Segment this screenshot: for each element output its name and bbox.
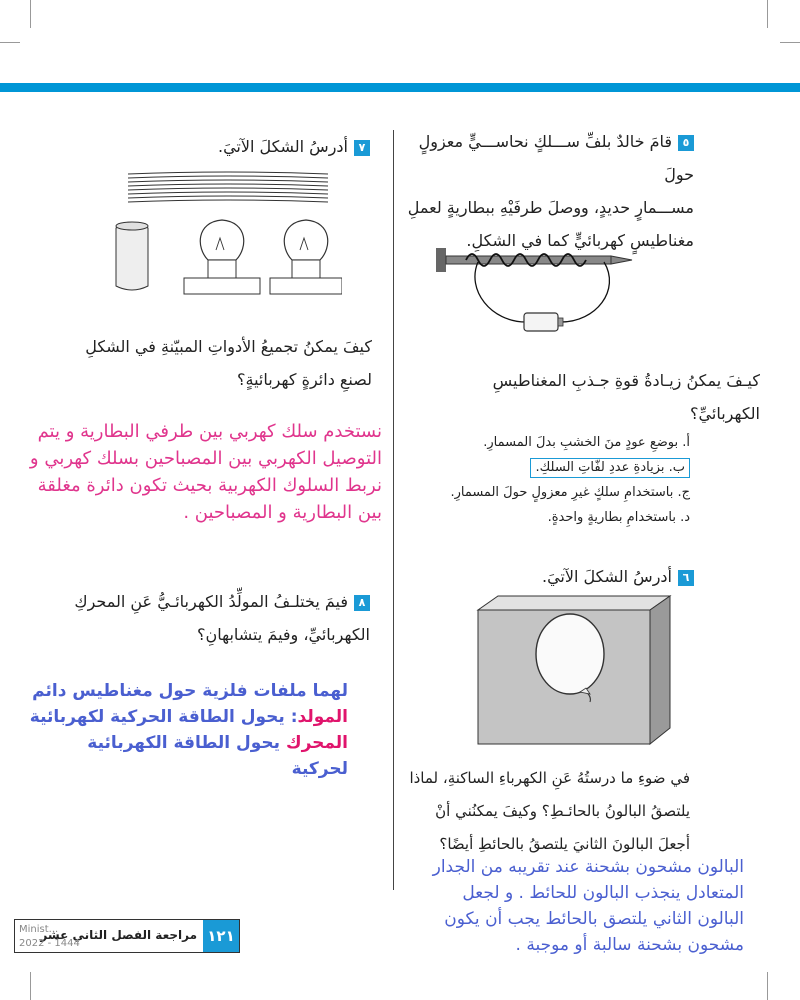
q5-line: ٥قامَ خالدٌ بلفِّ ســـلكٍ نحاســـيٍّ معزولٍ حولَ bbox=[418, 132, 694, 184]
q7-prompt: ٧أدرسُ الشكلَ الآتيَ. bbox=[50, 130, 370, 163]
crop-mark bbox=[30, 972, 31, 1000]
crop-mark bbox=[30, 0, 31, 28]
choice-b bbox=[370, 455, 690, 480]
q7-number-badge: ٧ bbox=[354, 140, 370, 156]
choice-c: ج. باستخدامِ سلكٍ غيرِ معزولٍ حولَ المسمارِ. bbox=[450, 485, 690, 500]
bulb-1 bbox=[200, 220, 243, 278]
page-footer bbox=[14, 919, 240, 953]
q5-choices bbox=[370, 430, 690, 530]
footer-ghost-text: Minist... bbox=[19, 924, 59, 935]
crop-mark bbox=[767, 0, 768, 28]
q5-number-badge: ٥ bbox=[678, 135, 694, 151]
q5-intro bbox=[394, 125, 694, 257]
crop-mark bbox=[767, 972, 768, 1000]
balloon-wall-figure bbox=[476, 594, 672, 748]
q8-number-badge: ٨ bbox=[354, 595, 370, 611]
q6-question: في ضوءِ ما درستُهُ عَنِ الكهرباءِ الساكنةِ، لماذا يلتصقُ البالونُ بالحائـطِ؟ وكيفَ يمكنُني أنْ أجعلَ البالونَ الثانيَ يلتصقُ بالحائطِ أيضًا؟ bbox=[409, 769, 690, 853]
q5-line: مغناطيسٍ كهربائيٍّ كما في الشكلِ. bbox=[466, 231, 694, 250]
q8-answer: لهما ملفات فلزية حول مغناطيس دائم المولد: يحول الطاقة الحركية لكهربائية المحرك يحول الطاقة الكهربائية لحركية bbox=[29, 681, 348, 779]
wires-coil bbox=[128, 172, 328, 202]
choice-a: أ. بوضعِ عودٍ منَ الخشبِ بدلَ المسمارِ. bbox=[483, 435, 690, 450]
q7-question: كيفَ يمكنُ تجميعُ الأدواتِ المبيّنةِ في الشكلِ لصنعِ دائرةٍ كهربائيةٍ؟ bbox=[85, 337, 372, 389]
crop-mark bbox=[0, 42, 20, 43]
electromagnet-nail-figure bbox=[436, 240, 636, 340]
bulb-2 bbox=[284, 220, 327, 278]
crop-mark bbox=[780, 42, 800, 43]
q6-answer: البالون مشحون بشحنة عند تقريبه من الجدار المتعادل ينجذب البالون للحائط . و لجعل البالون الثاني يلتصق بالحائط يجب أن يكون مشحون بشحنة سالبة أو موجبة . bbox=[432, 857, 744, 955]
footer-ghost-text: 2022 - 1444 bbox=[19, 938, 80, 949]
q8-question: ٨فيمَ يختلـفُ المولِّدُ الكهربائـيُّ عَنِ المحركِ الكهربائيِّ، وفيمَ يتشابهانِ؟ bbox=[74, 592, 370, 644]
q6-number-badge: ٦ bbox=[678, 570, 694, 586]
header-accent-bar bbox=[0, 83, 800, 92]
battery-bulbs-figure bbox=[112, 168, 342, 304]
motor-term: المحرك bbox=[285, 733, 348, 753]
selected-choice-box: ب. بزيادةِ عددِ لفّاتِ السلكِ. bbox=[530, 458, 690, 478]
page-number: ١٢١ bbox=[203, 920, 239, 952]
generator-term: المولد bbox=[297, 707, 348, 727]
q6-prompt: ٦أدرسُ الشكلَ الآتيَ. bbox=[394, 560, 694, 593]
choice-d: د. باستخدامِ بطاريةٍ واحدةٍ. bbox=[547, 510, 690, 525]
chapter-review-label: مراجعة الفصل الثاني عشر bbox=[40, 928, 197, 942]
q7-answer: نستخدم سلك كهربي بين طرفي البطارية و يتم التوصيل الكهربي بين المصباحين بسلك كهربي و نربط السلوك الكهربية بحيث تكون دائرة مغلقة بين البطارية و المصباحين . bbox=[29, 421, 382, 523]
q5-question: كيـفَ يمكنُ زيـادةُ قوةِ جـذبِ المغناطيسِ الكهربائيِّ؟ bbox=[492, 371, 760, 423]
q5-line: مســـمارٍ حديدٍ، ووصلَ طرفَيْهِ ببطاريةٍ لعملِ bbox=[407, 198, 694, 217]
